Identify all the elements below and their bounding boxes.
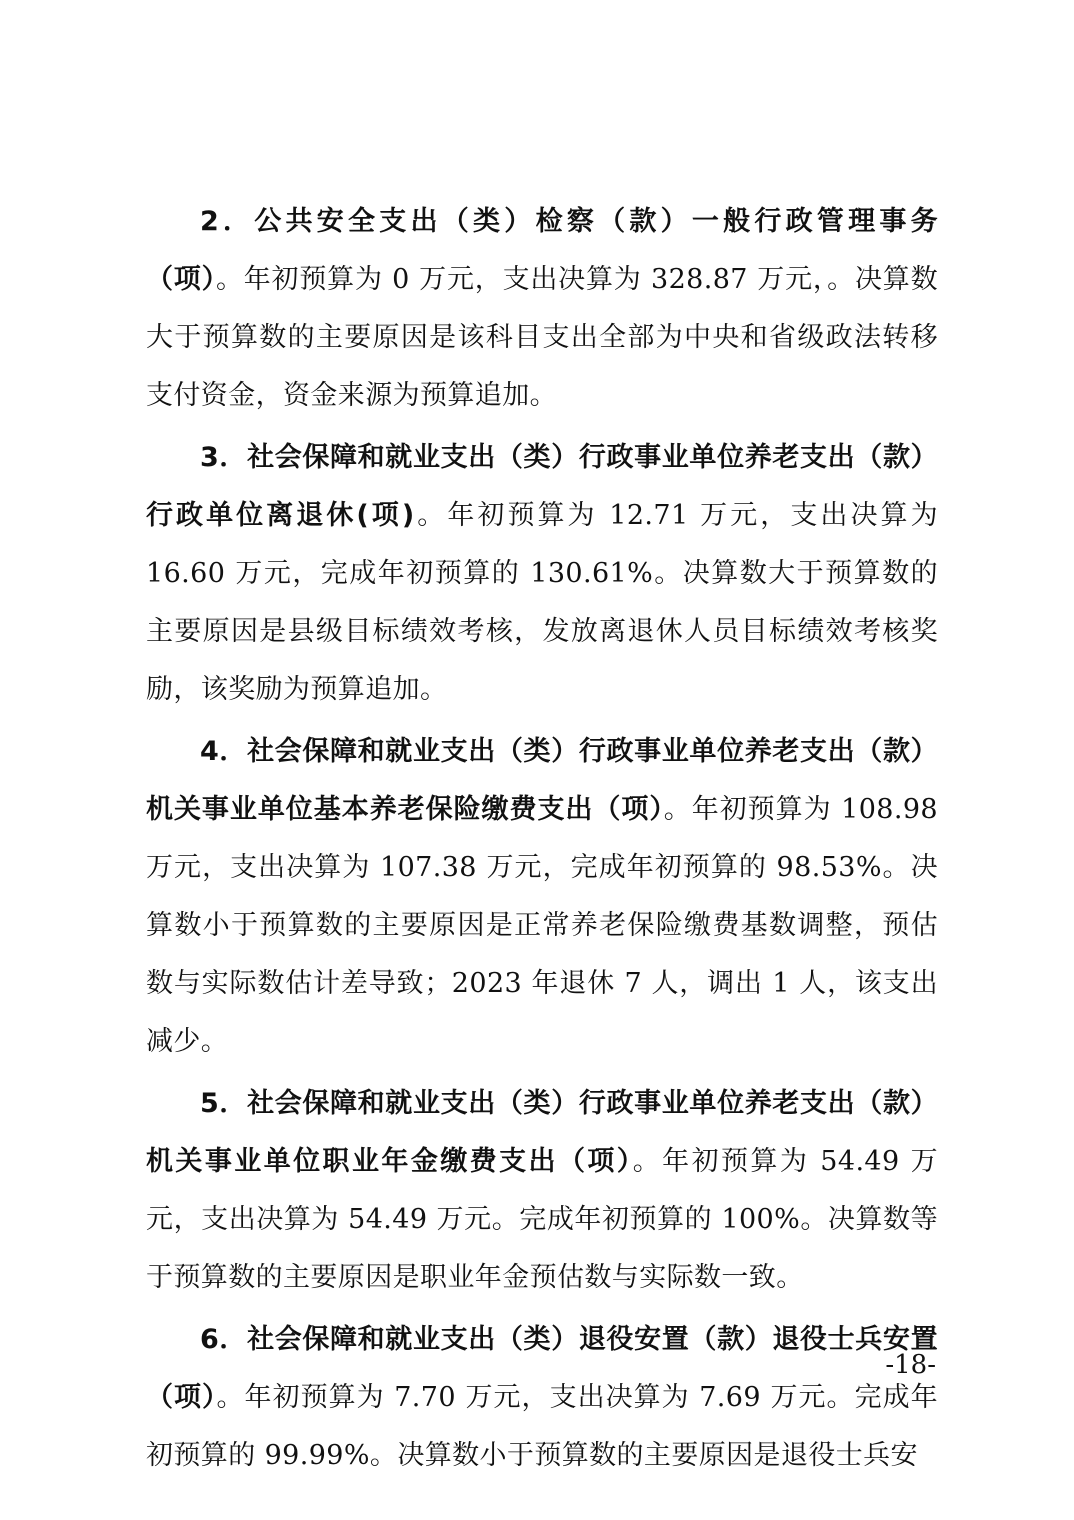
paragraph-heading: 3．社会保障和就业支出（类）行政事业单位养老支出（款）行政单位离退休(项) — [146, 442, 938, 531]
paragraph-body: 。年初预算为 7.70 万元，支出决算为 7.69 万元。完成年初预算的 99.99%。决算数小于预算数的主要原因是退役士兵安 — [146, 1382, 938, 1471]
paragraph-body: 。年初预算为 0 万元，支出决算为 328.87 万元，。决算数大于预算数的主要原因是该科目支出全部为中央和省级政法转移支付资金，资金来源为预算追加。 — [146, 264, 939, 411]
paragraph-body: 。年初预算为 12.71 万元，支出决算为 16.60 万元，完成年初预算的 130.61%。决算数大于预算数的主要原因是县级目标绩效考核，发放离退休人员目标绩效考核奖励，该奖励为预算追加。 — [146, 500, 938, 705]
paragraph-veteran-resettlement — [146, 1311, 938, 1485]
paragraph-heading: 6．社会保障和就业支出（类）退役安置（款）退役士兵安置（项） — [146, 1324, 938, 1413]
paragraph-body: 。年初预算为 108.98 万元，支出决算为 107.38 万元，完成年初预算的 98.53%。决算数小于预算数的主要原因是正常养老保险缴费基数调整，预估数与实际数估计差导致；2023 年退休 7 人，调出 1 人，该支出减少。 — [146, 794, 938, 1057]
page-number: -18- — [885, 1350, 936, 1380]
paragraph-body: 。年初预算为 54.49 万元，支出决算为 54.49 万元。完成年初预算的 100%。决算数等于预算数的主要原因是职业年金预估数与实际数一致。 — [146, 1146, 938, 1293]
document-body — [146, 193, 938, 1489]
paragraph-public-security — [146, 193, 938, 425]
paragraph-heading: 2．公共安全支出（类）检察（款）一般行政管理事务（项） — [146, 206, 938, 295]
paragraph-heading: 4．社会保障和就业支出（类）行政事业单位养老支出（款）机关事业单位基本养老保险缴费支出（项） — [146, 736, 938, 825]
paragraph-heading: 5．社会保障和就业支出（类）行政事业单位养老支出（款）机关事业单位职业年金缴费支出（项） — [146, 1088, 938, 1177]
paragraph-retirement-admin — [146, 429, 938, 719]
paragraph-occupational-annuity — [146, 1075, 938, 1307]
paragraph-pension-insurance — [146, 723, 938, 1071]
